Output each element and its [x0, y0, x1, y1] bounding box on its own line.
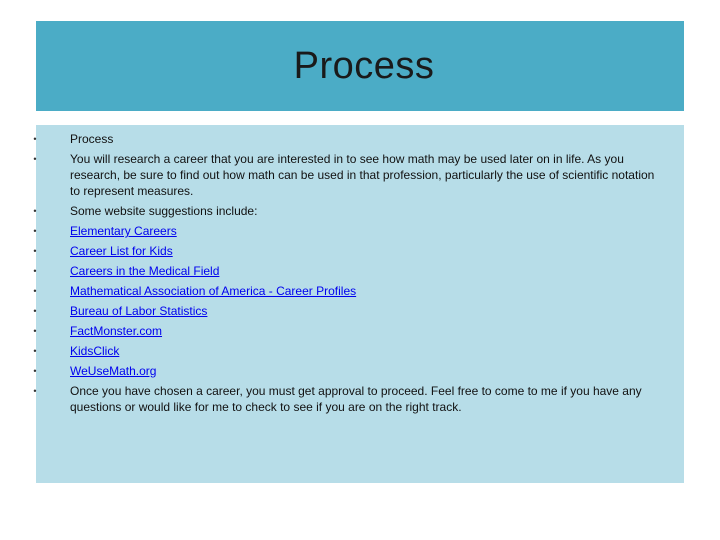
- bullet-icon: •: [33, 286, 37, 296]
- list-item: [33, 131, 684, 147]
- content-box: [33, 125, 684, 483]
- link-bureau-labor-statistics[interactable]: Bureau of Labor Statistics: [70, 304, 208, 318]
- link-weusemath[interactable]: WeUseMath.org: [70, 364, 157, 378]
- bullet-icon: •: [33, 366, 37, 376]
- slide-title: Process: [293, 44, 435, 87]
- bullet-icon: •: [33, 266, 37, 276]
- bullet-icon: •: [33, 306, 37, 316]
- link-factmonster[interactable]: FactMonster.com: [70, 324, 163, 338]
- list-item: [33, 223, 684, 239]
- item-text: You will research a career that you are interested in to see how math may be used later on in life. As you research, be sure to find out how math can be used in that profession, particularly the use of scientific notation to represent measures.: [70, 152, 655, 198]
- title-bar: [36, 21, 684, 111]
- list-item: [33, 303, 684, 319]
- item-text: Once you have chosen a career, you must get approval to proceed. Feel free to come to me if you have any questions or would like for me to check to see if you are on the right track.: [70, 384, 642, 414]
- link-careers-medical-field[interactable]: Careers in the Medical Field: [70, 264, 220, 278]
- list-item: [33, 151, 684, 199]
- link-elementary-careers[interactable]: Elementary Careers: [70, 224, 177, 238]
- bullet-icon: •: [33, 154, 37, 164]
- bullet-icon: •: [33, 134, 37, 144]
- list-item: [33, 323, 684, 339]
- bullet-list: [33, 131, 684, 419]
- bullet-icon: •: [33, 386, 37, 396]
- bullet-icon: •: [33, 326, 37, 336]
- list-item: [33, 243, 684, 259]
- list-item: [33, 383, 684, 415]
- bullet-icon: •: [33, 246, 37, 256]
- link-kidsclick[interactable]: KidsClick: [70, 344, 120, 358]
- list-item: [33, 363, 684, 379]
- link-maa-career-profiles[interactable]: Mathematical Association of America - Career Profiles: [70, 284, 357, 298]
- list-item: [33, 203, 684, 219]
- bullet-icon: •: [33, 226, 37, 236]
- list-item: [33, 343, 684, 359]
- list-item: [33, 263, 684, 279]
- link-career-list-for-kids[interactable]: Career List for Kids: [70, 244, 173, 258]
- item-text: Process: [70, 132, 114, 146]
- bullet-icon: •: [33, 346, 37, 356]
- list-item: [33, 283, 684, 299]
- bullet-icon: •: [33, 206, 37, 216]
- item-text: Some website suggestions include:: [70, 204, 258, 218]
